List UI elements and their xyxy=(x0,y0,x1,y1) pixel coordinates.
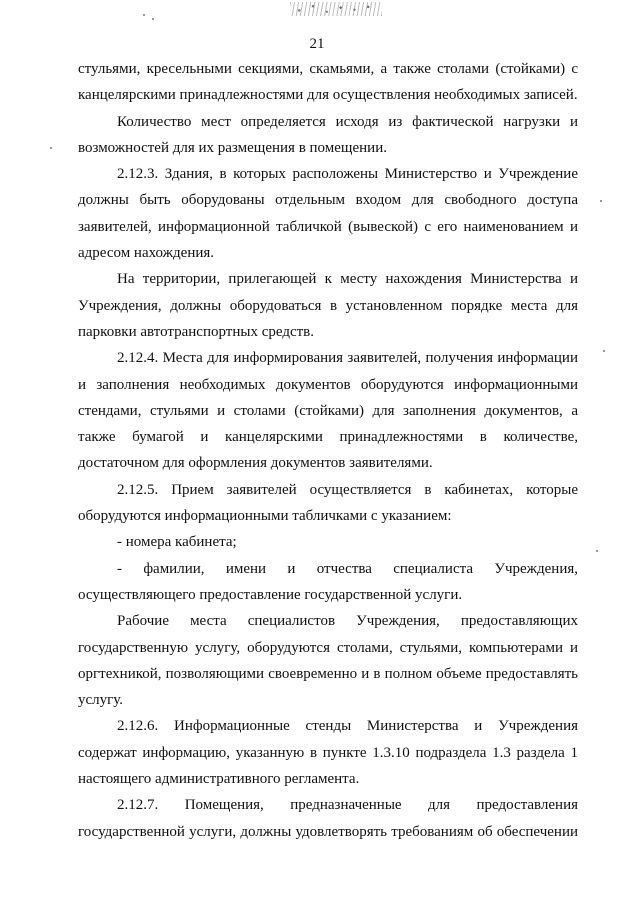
scan-speck xyxy=(152,18,154,20)
paragraph: 2.12.6. Информационные стенды Министерства и Учреждения содержат информацию, указанную в пункте 1.3.10 подраздела 1.3 раздела 1 настоящего административного регламента. xyxy=(78,718,578,788)
paragraph: На территории, прилегающей к месту нахождения Министерства и Учреждения, должны оборудоваться в установленном порядке места для парковки автотранспортных средств. xyxy=(78,271,578,340)
scan-speck xyxy=(600,200,602,202)
page-number: 21 xyxy=(309,36,325,52)
scan-artifact xyxy=(290,2,382,16)
scan-speck xyxy=(143,14,145,16)
paragraph: 2.12.7. Помещения, предназначенные для предоставления государственной услуги, должны удовлетворять требованиям об обеспечении xyxy=(78,797,578,840)
paragraph: Рабочие места специалистов Учреждения, предоставляющих государственную услугу, оборудуются столами, стульями, компьютерами и оргтехникой, позволяющими своевременно и в полном объеме предоставлять услугу. xyxy=(78,613,578,709)
paragraph: 2.12.3. Здания, в которых расположены Министерство и Учреждение должны быть оборудованы отдельным входом для свободного доступа заявителей, информационной табличкой (вывеской) с его наименованием и адресом нахождения. xyxy=(78,166,578,262)
body-text xyxy=(78,56,578,845)
scan-speck xyxy=(596,550,598,552)
paragraph: стульями, кресельными секциями, скамьями, а также столами (стойками) с канцелярскими принадлежностями для осуществления необходимых записей. xyxy=(78,61,578,104)
scan-speck xyxy=(603,350,605,352)
scan-speck xyxy=(50,147,52,149)
list-item: - номера кабинета; xyxy=(117,534,237,551)
list-item: - фамилии, имени и отчества специалиста Учреждения, осуществляющего предоставление государственной услуги. xyxy=(78,560,578,603)
paragraph: Количество мест определяется исходя из фактической нагрузки и возможностей для их размещения в помещении. xyxy=(78,113,578,156)
paragraph: 2.12.4. Места для информирования заявителей, получения информации и заполнения необходимых документов оборудуются информационными стендами, стульями и столами (стойками) для заполнения документов, а также бумагой и канцелярскими принадлежностями в количестве, достаточном для оформления документов заявителями. xyxy=(78,350,578,472)
paragraph: 2.12.5. Прием заявителей осуществляется в кабинетах, которые оборудуются информационными табличками с указанием: xyxy=(78,481,578,525)
